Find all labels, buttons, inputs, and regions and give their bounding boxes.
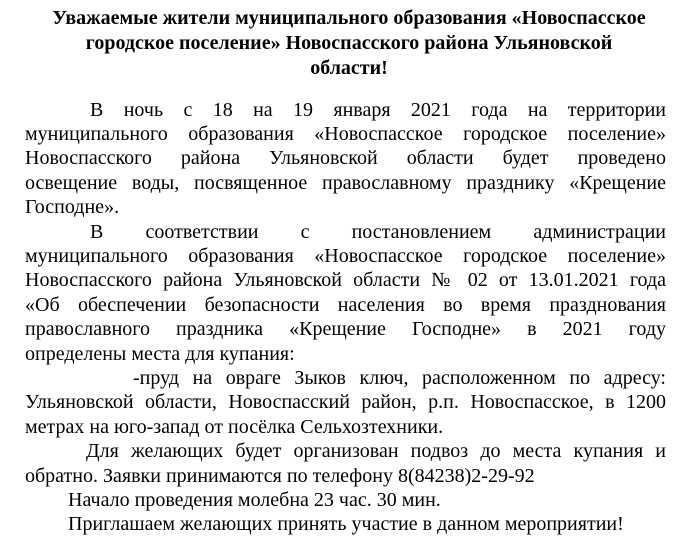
heading-line-2: городское поселение» Новоспасского района Ульяновской — [85, 32, 613, 54]
paragraph-1-line-1: В ночь с 18 на 19 января 2021 года на территории — [90, 99, 666, 121]
paragraph-2-line-5: православного праздника «Крещение Господне» в 2021 году — [25, 318, 666, 340]
paragraph-6: Приглашаем желающих принять участие в данном мероприятии! — [68, 513, 624, 535]
paragraph-2-line-3: Новоспасского района Ульяновской области № 02 от 13.01.2021 года — [25, 269, 666, 291]
paragraph-1-line-2: муниципального образования «Новоспасское городское поселение» — [25, 123, 666, 145]
paragraph-2-line-2: муниципального образования «Новоспасское городское поселение» — [25, 245, 666, 267]
heading-line-1: Уважаемые жители муниципального образования «Новоспасское — [52, 7, 646, 29]
paragraph-2-line-6: определены места для купания: — [25, 343, 295, 365]
paragraph-4-line-2: обратно. Заявки принимаются по телефону 8(84238)2-29-92 — [25, 465, 535, 487]
paragraph-3-line-3: метрах на юго-запад от посёлка Сельхозтехники. — [25, 416, 444, 438]
paragraph-1-line-5: Господне». — [25, 196, 120, 218]
paragraph-2-line-1: В соответствии с постановлением администрации — [90, 221, 666, 243]
paragraph-1-line-4: освещение воды, посвященное православному празднику «Крещение — [25, 172, 666, 194]
paragraph-2-line-4: «Об обеспечении безопасности населения во время празднования — [25, 294, 666, 316]
heading-line-3: области! — [310, 57, 388, 79]
paragraph-1-line-3: Новоспасского района Ульяновской области будет проведено — [25, 147, 666, 169]
paragraph-3-line-1: -пруд на овраге Зыков ключ, расположенном по адресу: — [133, 367, 666, 389]
paragraph-4-line-1: Для желающих будет организован подвоз до места купания и — [86, 440, 666, 462]
paragraph-3-line-2: Ульяновской области, Новоспасский район, р.п. Новоспасское, в 1200 — [25, 391, 666, 413]
paragraph-5: Начало проведения молебна 23 час. 30 мин. — [68, 489, 441, 511]
